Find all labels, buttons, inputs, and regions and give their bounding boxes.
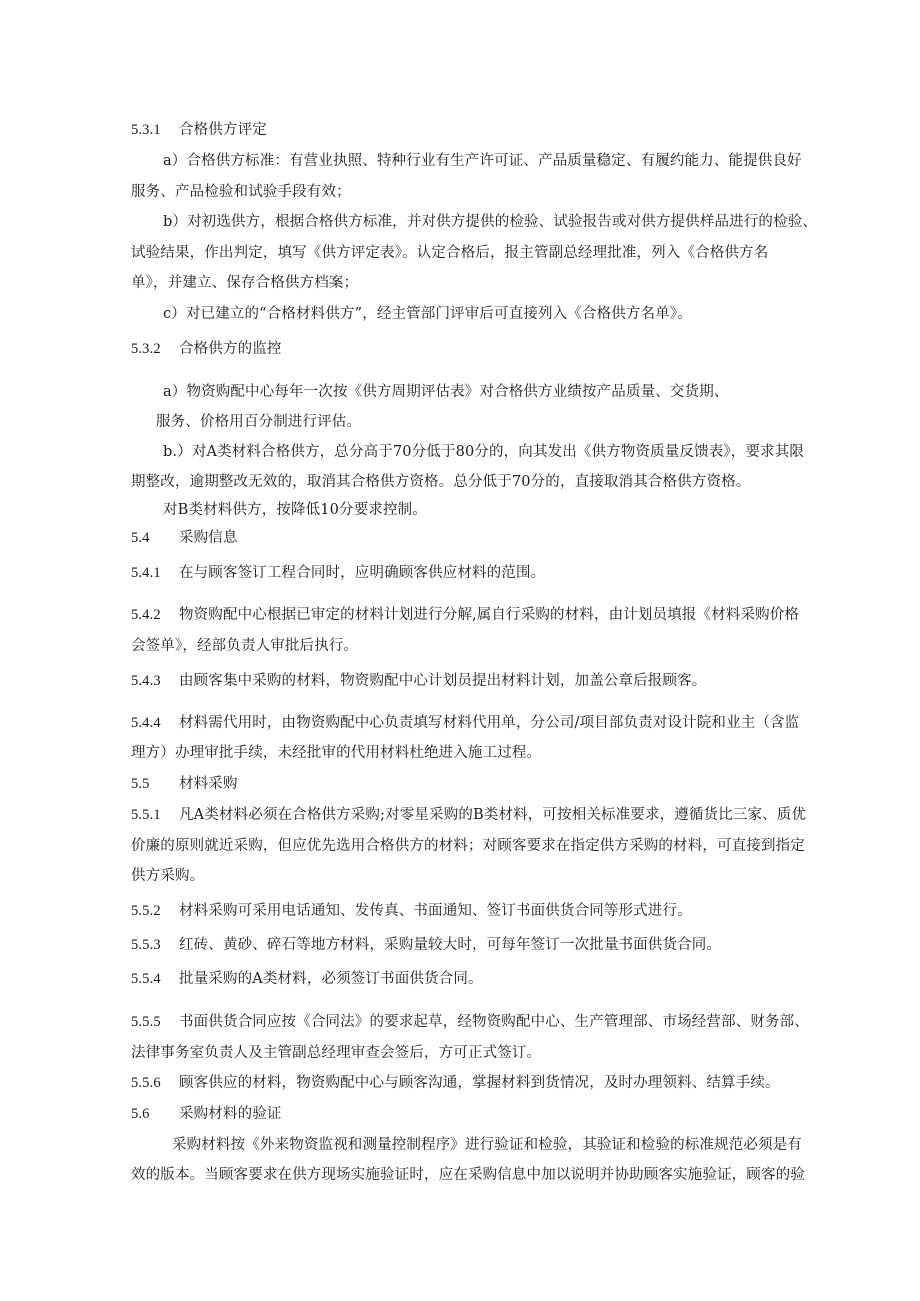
section-number: 5.5.2: [131, 903, 161, 919]
para-5-5-1-line-2: 价廉的原则就近采购，但应优先选用合格供方的材料；对顾客要求在指定供方采购的材料，可直接到指定: [131, 838, 805, 854]
heading-5-6: [131, 1104, 282, 1124]
para-5-4-4-line-1: [131, 713, 799, 733]
section-number: 5.5: [131, 776, 150, 792]
para-5-5-1-line-3: 供方采购。: [131, 868, 205, 884]
para-5-6-line-2: 效的版本。当顾客要求在供方现场实施验证时，应在采购信息中加以说明并协助顾客实施验证，顾客的验: [131, 1167, 805, 1183]
para-5-4-2-line-1: [131, 605, 799, 625]
para-5-3-1-b-line-1: b）对初选供方，根据合格供方标准，并对供方提供的检验、试验报告或对供方提供样品进行的检验、: [163, 214, 818, 230]
section-number: 5.4.3: [131, 673, 161, 689]
heading-5-5: [131, 774, 238, 794]
para-text: 红砖、黄砂、碎石等地方材料，采购量较大时，可每年签订一次批量书面供货合同。: [179, 937, 722, 953]
section-number: 5.5.3: [131, 937, 161, 953]
para-5-3-1-b-line-3: 单》，并建立、保存合格供方档案；: [131, 275, 359, 291]
para-5-5-6: [131, 1073, 780, 1093]
para-5-3-1-b-line-2: 试验结果，作出判定，填写《供方评定表》。认定合格后，报主管副总经理批准，列入《合格供方名: [131, 245, 769, 261]
para-5-3-2-b-line-2: 期整改，逾期整改无效的，取消其合格供方资格。总分低于70分的，直接取消其合格供方资格。: [131, 474, 751, 490]
para-5-4-2-line-2: 会签单》，经部负责人审批后执行。: [131, 638, 359, 654]
section-number: 5.3.1: [131, 122, 161, 138]
para-5-5-4: [131, 969, 483, 989]
para-text: 书面供货合同应按《合同法》的要求起草，经物资购配中心、生产管理部、市场经营部、财务部、: [179, 1014, 809, 1030]
section-title: 合格供方的监控: [179, 341, 282, 357]
para-5-3-1-a-line-2: 服务、产品检验和试验手段有效；: [131, 184, 351, 200]
para-text: 材料需代用时，由物资购配中心负责填写材料代用单，分公司/项目部负责对设计院和业主（含监: [179, 715, 800, 731]
section-number: 5.6: [131, 1106, 150, 1122]
para-text: 在与顾客签订工程合同时，应明确顾客供应材料的范围。: [179, 565, 546, 581]
para-text: 批量采购的A类材料，必须签订书面供货合同。: [179, 971, 483, 987]
para-5-3-2-b-line-3: 对B类材料供方，按降低10分要求控制。: [163, 502, 427, 518]
section-title: 采购信息: [179, 530, 238, 546]
para-text: 凡A类材料必须在合格供方采购;对零星采购的B类材料，可按相关标准要求，遵循货比三家、质优: [179, 807, 807, 823]
heading-5-3-2: [131, 339, 282, 359]
para-5-3-1-a-line-1: a）合格供方标准：有营业执照、特种行业有生产许可证、产品质量稳定、有履约能力、能提供良好: [163, 153, 802, 169]
para-text: 顾客供应的材料，物资购配中心与顾客沟通，掌握材料到货情况，及时办理领料、结算手续。: [179, 1075, 780, 1091]
section-number: 5.4.4: [131, 715, 161, 731]
para-5-3-2-a-line-2: 服务、价格用百分制进行评估。: [156, 414, 362, 430]
section-number: 5.3.2: [131, 341, 161, 357]
heading-5-4: [131, 528, 238, 548]
para-5-3-1-c: c）对已建立的“合格材料供方”，经主管部门评审后可直接列入《合格供方名单》。: [163, 306, 692, 322]
section-title: 采购材料的验证: [179, 1106, 282, 1122]
para-5-5-5-line-2: 法律事务室负责人及主管副总经理审查会签后，方可正式签订。: [131, 1045, 542, 1061]
section-number: 5.4.2: [131, 607, 161, 623]
section-title: 材料采购: [179, 776, 238, 792]
section-number: 5.4.1: [131, 565, 161, 581]
section-number: 5.5.1: [131, 807, 161, 823]
para-5-5-5-line-1: [131, 1012, 809, 1032]
section-number: 5.5.6: [131, 1075, 161, 1091]
para-5-3-2-b-line-1: b.）对A类材料合格供方，总分高于70分低于80分的，向其发出《供方物资质量反馈表》，要求其限: [163, 444, 805, 460]
section-number: 5.5.5: [131, 1014, 161, 1030]
para-5-6-line-1: 采购材料按《外来物资监视和测量控制程序》进行验证和检验，其验证和检验的标准规范必须是有: [172, 1137, 802, 1153]
para-text: 材料采购可采用电话通知、发传真、书面通知、签订书面供货合同等形式进行。: [179, 903, 692, 919]
para-5-5-2: [131, 901, 692, 921]
section-number: 5.5.4: [131, 971, 161, 987]
para-text: 物资购配中心根据已审定的材料计划进行分解,属自行采购的材料，由计划员填报《材料采购价格: [179, 607, 800, 623]
para-5-4-1: [131, 563, 545, 583]
section-number: 5.4: [131, 530, 150, 546]
section-title: 合格供方评定: [179, 122, 267, 138]
para-5-5-1-line-1: [131, 805, 806, 825]
para-5-4-4-line-2: 理方）办理审批手续，未经批审的代用材料杜绝进入施工过程。: [131, 745, 542, 761]
para-5-3-2-a-line-1: a）物资购配中心每年一次按《供方周期评估表》对合格供方业绩按产品质量、交货期、: [163, 384, 729, 400]
heading-5-3-1: [131, 120, 267, 140]
para-text: 由顾客集中采购的材料，物资购配中心计划员提出材料计划，加盖公章后报顾客。: [179, 673, 707, 689]
para-5-5-3: [131, 935, 721, 955]
para-5-4-3: [131, 671, 706, 691]
